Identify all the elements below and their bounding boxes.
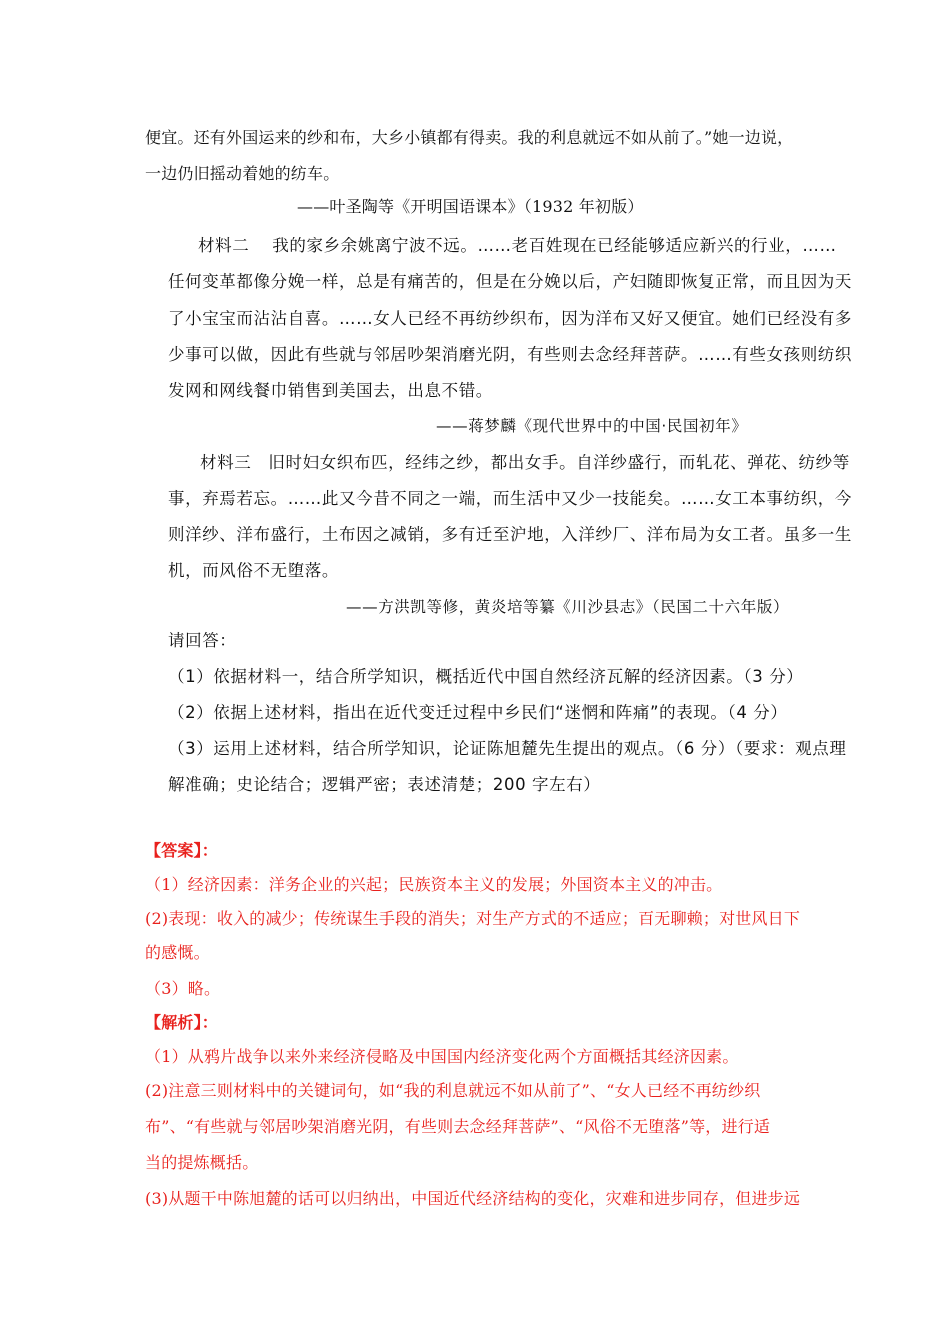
question-item: （2）依据上述材料，指出在近代变迁过程中乡民们“迷惘和阵痛”的表现。（4 分） bbox=[168, 703, 788, 722]
material-two-source: ——蒋梦麟《现代世界中的中国·民国初年》 bbox=[436, 417, 748, 435]
analysis-line: 当的提炼概括。 bbox=[145, 1153, 259, 1172]
material-three-line: 事，弃焉若忘。……此又今昔不同之一端，而生活中又少一技能矣。……女工本事纺织，今 bbox=[168, 489, 852, 508]
answer-line: （3）略。 bbox=[145, 979, 221, 998]
answer-line: (2)表现：收入的减少；传统谋生手段的消失；对生产方式的不适应；百无聊赖；对世风日下 bbox=[145, 909, 801, 928]
material-two-line: 发网和网线餐巾销售到美国去，出息不错。 bbox=[168, 381, 493, 400]
answer-heading: 【答案】： bbox=[145, 841, 219, 860]
analysis-line: (2)注意三则材料中的关键词句，如“我的利息就远不如从前了”、“女人已经不再纺纱织 bbox=[145, 1081, 761, 1100]
material-two-line: 少事可以做，因此有些就与邻居吵架消磨光阴，有些则去念经拜菩萨。……有些女孩则纺织 bbox=[168, 345, 852, 364]
material-two-line: 了小宝宝而沾沾自喜。……女人已经不再纺纱织布，因为洋布又好又便宜。她们已经没有多 bbox=[168, 309, 852, 328]
answer-line: 的感慨。 bbox=[145, 943, 210, 962]
material-two-line: 任何变革都像分娩一样，总是有痛苦的，但是在分娩以后，产妇随即恢复正常，而且因为天 bbox=[168, 272, 852, 291]
material-three-source: ——方洪凯等修，黄炎培等纂《川沙县志》（民国二十六年版） bbox=[346, 598, 790, 616]
material-three-line: 机，而风俗不无堕落。 bbox=[168, 561, 339, 580]
material-one-source: ——叶圣陶等《开明国语课本》（1932 年初版） bbox=[297, 197, 644, 216]
answer-line: （1）经济因素：洋务企业的兴起；民族资本主义的发展；外国资本主义的冲击。 bbox=[145, 875, 723, 894]
question-item: （1）依据材料一，结合所学知识，概括近代中国自然经济瓦解的经济因素。（3 分） bbox=[168, 667, 804, 686]
analysis-line: (3)从题干中陈旭麓的话可以归纳出，中国近代经济结构的变化，灾难和进步同存，但进步远 bbox=[145, 1189, 801, 1208]
material-three-line: 材料三 旧时妇女织布匹，经纬之纱，都出女手。自洋纱盛行，而轧花、弹花、纺纱等 bbox=[200, 453, 850, 472]
question-item: （3）运用上述材料，结合所学知识，论证陈旭麓先生提出的观点。（6 分）（要求：观点理 bbox=[168, 739, 847, 758]
question-item: 解准确；史论结合；逻辑严密；表述清楚；200 字左右） bbox=[168, 775, 601, 794]
analysis-line: （1）从鸦片战争以来外来经济侵略及中国国内经济变化两个方面概括其经济因素。 bbox=[145, 1047, 739, 1066]
analysis-heading: 【解析】： bbox=[145, 1013, 219, 1032]
material-one-line: 便宜。还有外国运来的纱和布，大乡小镇都有得卖。我的利息就远不如从前了。”她一边说， bbox=[145, 128, 794, 147]
material-three-line: 则洋纱、洋布盛行，土布因之减销，多有迁至沪地，入洋纱厂、洋布局为女工者。虽多一生 bbox=[168, 525, 852, 544]
material-one-line: 一边仍旧摇动着她的纺车。 bbox=[145, 164, 340, 183]
analysis-line: 布”、“有些就与邻居吵架消磨光阴，有些则去念经拜菩萨”、“风俗不无堕落”等，进行适 bbox=[145, 1117, 771, 1136]
material-two-line: 材料二 我的家乡余姚离宁波不远。……老百姓现在已经能够适应新兴的行业，…… bbox=[198, 236, 837, 255]
questions-prompt: 请回答： bbox=[168, 631, 237, 650]
